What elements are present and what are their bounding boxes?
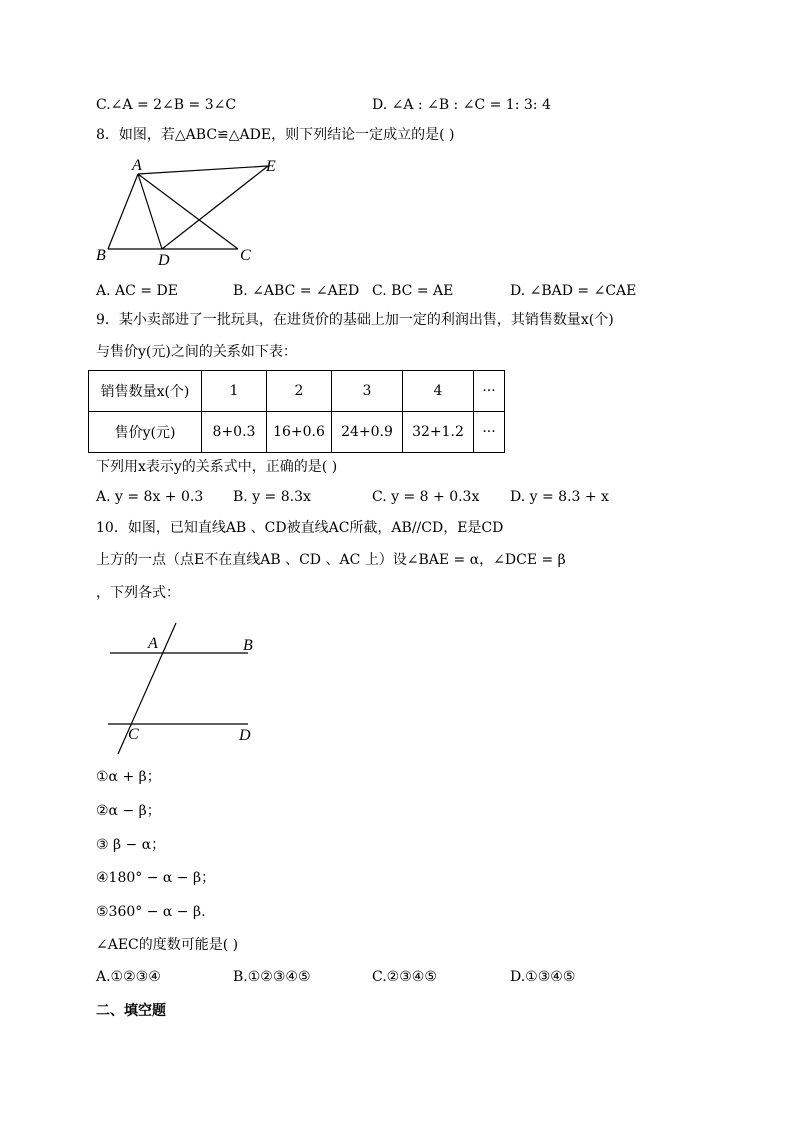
section-title: 二、填空题 (96, 1003, 166, 1019)
q10-item-1: ①α + β； (96, 769, 161, 785)
q10-label-a: A (148, 635, 158, 652)
q7-option-c: C.∠A = 2∠B = 3∠C (96, 97, 237, 113)
q10-stem-line3: ，下列各式： (96, 585, 180, 601)
q10-item-4: ④180° − α − β； (96, 870, 216, 886)
q10-option-c: C.②③④⑤ (372, 969, 437, 985)
q9-option-b: B. y = 8.3x (233, 489, 311, 505)
q8-option-b: B. ∠ABC = ∠AED (233, 283, 360, 299)
q10-label-d: D (239, 727, 251, 744)
table-cell: ··· (474, 412, 505, 453)
table-cell: 1 (202, 371, 267, 412)
table-cell: ··· (474, 371, 505, 412)
table-cell: 8+0.3 (202, 412, 267, 453)
q9-table (88, 370, 505, 453)
q10-option-d: D.①③④⑤ (510, 969, 576, 985)
table-cell: 16+0.6 (267, 412, 332, 453)
q8-label-c: C (240, 247, 251, 264)
q10-item-5: ⑤360° − α − β. (96, 904, 206, 920)
q9-after-table: 下列用x表示y的关系式中，正确的是( ) (96, 459, 338, 475)
q10-option-a: A.①②③④ (96, 969, 161, 985)
q8-triangle-figure (90, 150, 300, 268)
table-header-cell: 销售数量x(个) (89, 371, 202, 412)
q10-stem-line2: 上方的一点（点E不在直线AB 、CD 、AC 上）设∠BAE = α，∠DCE = β (96, 552, 566, 568)
q10-item-2: ②α − β； (96, 803, 161, 819)
q8-option-d: D. ∠BAD = ∠CAE (510, 283, 637, 299)
q8-option-c: C. BC = AE (372, 283, 454, 299)
table-header-cell: 售价y(元) (89, 412, 202, 453)
q9-stem-line1: 9．某小卖部进了一批玩具，在进货价的基础上加一定的利润出售，其销售数量x(个) (96, 312, 614, 328)
q9-option-a: A. y = 8x + 0.3 (96, 489, 204, 505)
table-cell: 32+1.2 (403, 412, 474, 453)
q8-label-e: E (266, 158, 276, 175)
q8-label-a: A (132, 157, 142, 174)
q9-stem-line2: 与售价y(元)之间的关系如下表： (96, 344, 297, 360)
q10-question: ∠AEC的度数可能是( ) (96, 937, 239, 953)
table-cell: 2 (267, 371, 332, 412)
table-cell: 4 (403, 371, 474, 412)
q10-label-b: B (243, 637, 253, 654)
q10-parallel-lines-figure (100, 618, 270, 760)
q10-option-b: B.①②③④⑤ (233, 969, 311, 985)
q8-option-a: A. AC = DE (96, 283, 178, 299)
q9-option-c: C. y = 8 + 0.3x (372, 489, 480, 505)
table-cell: 3 (332, 371, 403, 412)
q8-label-b: B (96, 247, 106, 264)
table-row (89, 412, 505, 453)
table-cell: 24+0.9 (332, 412, 403, 453)
q10-item-3: ③ β − α； (96, 837, 166, 853)
q10-label-c: C (128, 726, 139, 743)
q8-label-d: D (158, 252, 170, 268)
q9-option-d: D. y = 8.3 + x (510, 489, 609, 505)
q10-stem-line1: 10．如图，已知直线AB 、CD被直线AC所截，AB//CD，E是CD (96, 520, 504, 536)
table-row (89, 371, 505, 412)
q7-option-d: D. ∠A : ∠B : ∠C = 1: 3: 4 (372, 97, 551, 113)
q8-stem: 8．如图，若△ABC≌△ADE，则下列结论一定成立的是( ) (96, 127, 455, 143)
